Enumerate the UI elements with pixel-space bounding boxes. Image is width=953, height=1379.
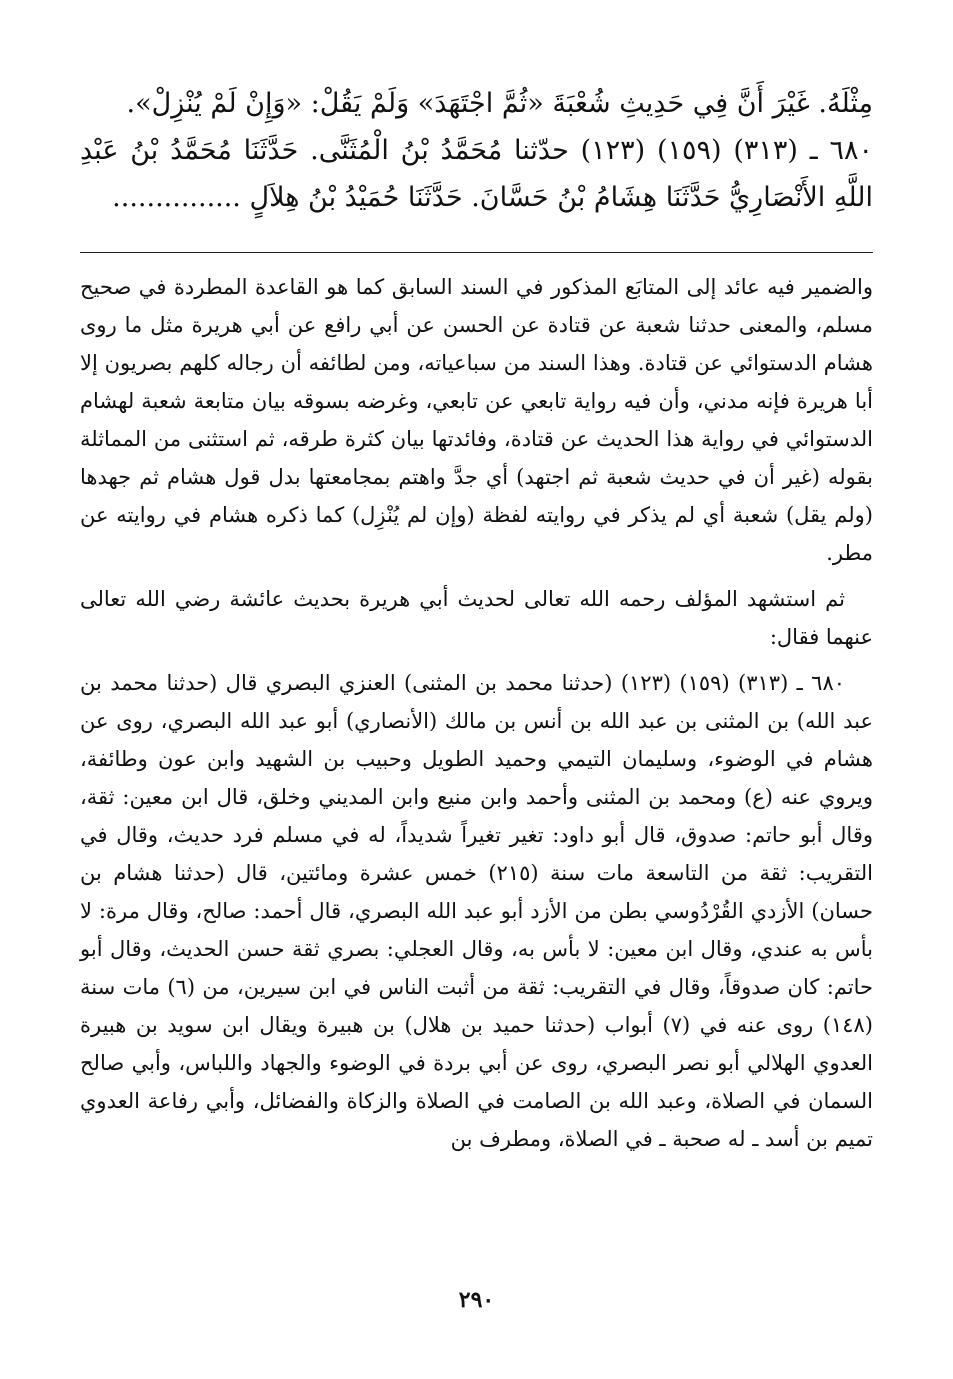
- page-number: ٢٩٠: [458, 1287, 495, 1313]
- commentary: [80, 268, 873, 1158]
- commentary-paragraph-3: ٦٨٠ ـ (٣١٣) (١٥٩) (١٢٣) (حدثنا محمد بن المثنى) العنزي البصري قال (حدثنا محمد بن عبد الله) بن المثنى بن عبد الله بن أنس بن مالك (الأنصاري) أبو عبد الله البصري، روى عن هشام في الوضوء، وسليمان التيمي وحميد الطويل وحبيب بن الشهيد وابن عون وطائفة، ويروي عنه (ع) ومحمد بن المثنى وأحمد وابن منيع وابن المديني وخلق، قال ابن معين: ثقة، وقال أبو حاتم: صدوق، قال أبو داود: تغير تغيراً شديداً، له في مسلم فرد حديث، وقال في التقريب: ثقة من التاسعة مات سنة (٢١٥) خمس عشرة ومائتين، قال (حدثنا هشام بن حسان) الأزدي القُرْدُوسي بطن من الأزد أبو عبد الله البصري، قال أحمد: صالح، وقال مرة: لا بأس به عندي، وقال ابن معين: لا بأس به، وقال العجلي: بصري ثقة حسن الحديث، وقال أبو حاتم: كان صدوقاً، وقال في التقريب: ثقة من أثبت الناس في ابن سيرين، من (٦) مات سنة (١٤٨) روى عنه في (٧) أبواب (حدثنا حميد بن هلال) بن هبيرة ويقال ابن سويد بن هبيرة العدوي الهلالي أبو نصر البصري، روى عن أبي بردة في الوضوء والجهاد واللباس، وأبي صالح السمان في الصلاة، وعبد الله بن الصامت في الصلاة والزكاة والفضائل، وأبي رفاعة العدوي تميم بن أسد ـ له صحبة ـ في الصلاة، ومطرف بن: [80, 671, 874, 1151]
- hadith-text: [80, 80, 873, 221]
- hadith-line-2: ٦٨٠ ـ (٣١٣) (١٥٩) (١٢٣) حدّثنا مُحَمَّدُ بْنُ الْمُثَنَّى. حَدَّثَنَا مُحَمَّدُ بْنُ عَبْدِ اللَّهِ الأَنْصَارِيُّ حَدَّثَنَا هِشَامُ بْنُ حَسَّانَ. حَدَّثَنَا حُمَيْدُ بْنُ هِلاَلٍ ...............: [80, 135, 873, 213]
- separator-rule: [80, 252, 873, 253]
- commentary-paragraph-1: والضمير فيه عائد إلى المتابَع المذكور في السند السابق كما هو القاعدة المطردة في صحيح مسلم، والمعنى حدثنا شعبة عن قتادة عن الحسن عن أبي رافع عن أبي هريرة مثل ما روى هشام الدستوائي عن قتادة. وهذا السند من سباعياته، ومن لطائفه أن رجاله كلهم بصريون إلا أبا هريرة فإنه مدني، وأن فيه رواية تابعي عن تابعي، وغرضه بسوقه بيان متابعة شعبة لهشام الدستوائي في رواية هذا الحديث عن قتادة، وفائدتها بيان كثرة طرقه، ثم استثنى من المماثلة بقوله (غير أن في حديث شعبة ثم اجتهد) أي جدَّ واهتم بمجامعتها بدل قول هشام ثم جهدها (ولم يقل) شعبة أي لم يذكر في روايته لفظة (وإن لم يُنْزِل) كما ذكره هشام في روايته عن مطر.: [80, 275, 873, 565]
- hadith-line-1: مِثْلَهُ. غَيْرَ أَنَّ فِي حَدِيثِ شُعْبَةَ «ثُمَّ اجْتَهَدَ» وَلَمْ يَقُلْ: «وَإِنْ لَمْ يُنْزِلْ».: [126, 88, 873, 119]
- commentary-paragraph-2: ثم استشهد المؤلف رحمه الله تعالى لحديث أبي هريرة بحديث عائشة رضي الله تعالى عنهما فقال:: [80, 587, 873, 649]
